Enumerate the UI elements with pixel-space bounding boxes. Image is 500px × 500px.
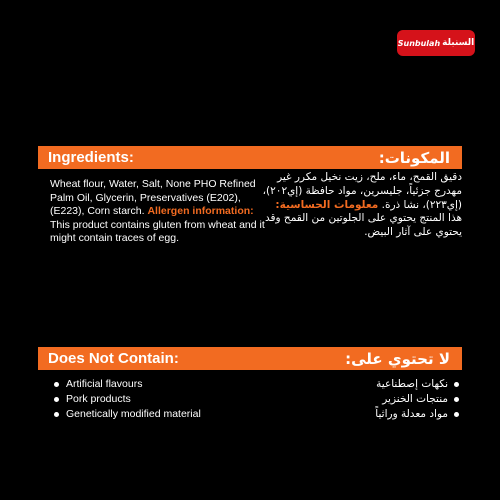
not-contain-title-en: Does Not Contain: — [48, 350, 179, 367]
allergen-label-en: Allergen information: — [147, 205, 254, 218]
not-contain-title-ar: لا تحتوي على: — [345, 349, 450, 368]
ingredients-title-ar: المكونات: — [378, 148, 450, 167]
allergen-label-ar: معلومات الحساسية: — [275, 198, 379, 211]
not-contain-list-ar — [262, 377, 462, 422]
sunbulah-logo — [397, 30, 475, 56]
list-item: Artificial flavours — [50, 377, 270, 392]
list-item: مواد معدلة وراثياً — [262, 407, 462, 422]
not-contain-list-en — [50, 377, 270, 422]
ingredients-text-en — [50, 178, 270, 246]
ingredients-body-en: Wheat flour, Water, Salt, None PHO Refined Palm Oil, Glycerin, Preservatives (E202), (E223), Corn starch. — [50, 178, 256, 218]
logo-latin-text: Sunbulah — [397, 38, 441, 48]
ingredients-title-en: Ingredients: — [48, 149, 134, 166]
list-item: منتجات الخنزير — [262, 392, 462, 407]
ingredients-body-ar: دقيق القمح، ماء، ملح، زيت نخيل مكرر غير مهدرج جزئياً، جليسرين، مواد حافظة (إي٢٠٢)، (إي٢٢٣)، نشا ذرة. — [262, 171, 462, 211]
list-item: Genetically modified material — [50, 407, 270, 422]
not-contain-header-band — [38, 347, 462, 370]
ingredients-header-band — [38, 146, 462, 169]
logo-arabic-text: السنبلة — [442, 38, 475, 48]
allergen-body-ar: هذا المنتج يحتوي على الجلوتين من القمح وقد يحتوي على آثار البيض. — [264, 212, 462, 239]
ingredients-text-ar — [262, 171, 462, 240]
allergen-body-en: This product contains gluten from wheat and it might contain traces of egg. — [50, 218, 265, 245]
list-item: نكهات إصطناعية — [262, 377, 462, 392]
list-item: Pork products — [50, 392, 270, 407]
